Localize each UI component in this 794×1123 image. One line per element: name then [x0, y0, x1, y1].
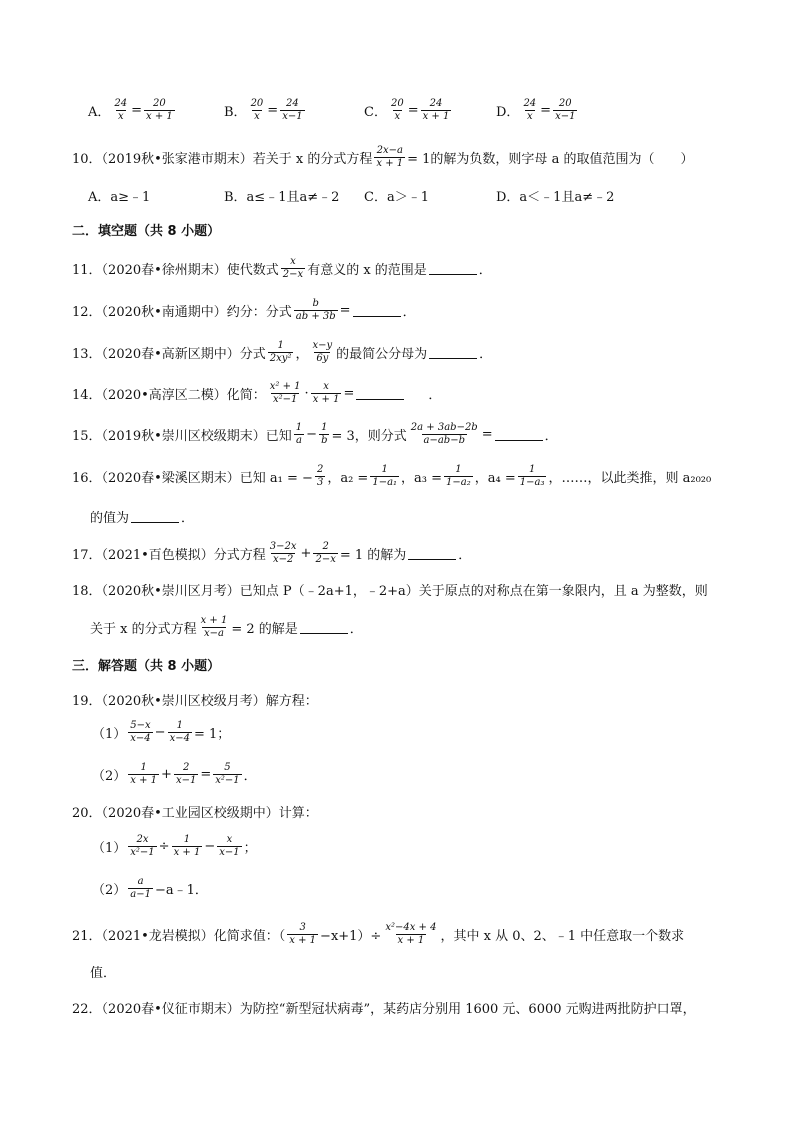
question-19-part2: （2） $\frac{1}{x + 1}$ + $\frac{2}{x-1}$ = $\frac{5}{\text{x²−1}}$ ． [92, 762, 257, 786]
q10-option-a[interactable]: A．a≥﹣1 [88, 190, 151, 205]
answer-blank[interactable] [356, 387, 404, 400]
q9-option-b[interactable]: B． $\frac{20}{x}$ = $\frac{24}{x-1}$ [224, 98, 303, 122]
q10-option-c[interactable]: C．a＞﹣1 [364, 190, 429, 205]
question-11: 11．（2020春•徐州期末）使代数式 $\frac{x}{2-x}$ 有意义的 x 的范围是 ． [72, 256, 492, 280]
question-20-part1: （1） $\frac{2x}{\text{x²−1}}$ ÷ $\frac{1}{x + 1}$ − $\frac{x}{x-1}$ ； [92, 834, 257, 858]
q9-option-a[interactable]: A． $\frac{24}{x}$ = $\frac{20}{x + 1}$ [88, 98, 173, 122]
question-17: 17．（2021•百色模拟）分式方程 $\frac{3-2x}{x-2}$ + $\frac{2}{2-x}$ = 1 的解为 ． [72, 541, 472, 565]
answer-blank[interactable] [429, 346, 477, 359]
question-13: 13．（2020春•高新区期中）分式 $\frac{1}{\text{2xy²}}$ ， $\frac{x-y}{6y}$ 的最简公分母为 ． [72, 340, 493, 364]
question-22: 22．（2020春•仪征市期末）为防控“新型冠状病毒”，某药店分别用 1600 元、6000 元购进两批防护口罩， [72, 1002, 696, 1017]
answer-blank[interactable] [131, 510, 179, 523]
answer-blank[interactable] [408, 547, 456, 560]
question-20: 20．（2020春•工业园区校级期中）计算： [72, 806, 318, 821]
answer-blank[interactable] [429, 262, 477, 275]
q10-option-d[interactable]: D．a＜﹣1且a≠﹣2 [496, 190, 615, 205]
q9-option-c[interactable]: C． $\frac{20}{x}$ = $\frac{24}{x + 1}$ [364, 98, 450, 122]
question-19: 19．（2020秋•崇川区校级月考）解方程： [72, 694, 318, 709]
answer-blank[interactable] [300, 621, 348, 634]
section-3-heading: 三．解答题（共 8 小题） [72, 659, 221, 674]
question-15: 15．（2019秋•崇川区校级期末）已知 $\frac{1}{a}$ − $\frac{1}{b}$ = 3，则分式 $\frac{2a + 3ab-2b}{a-ab-b}$ = ． [72, 422, 558, 446]
answer-blank[interactable] [495, 428, 543, 441]
question-20-part2: （2） $\frac{a}{a-1}$ −a﹣1． [92, 876, 208, 900]
question-18: 18．（2020秋•崇川区月考）已知点 P（﹣2a+1，﹣2+a）关于原点的对称点在第一象限内，且 a 为整数，则 [72, 584, 708, 599]
question-18-line2: 关于 x 的分式方程 $\frac{x + 1}{x-a}$ = 2 的解是 ． [90, 615, 363, 639]
q10-option-b[interactable]: B．a≤﹣1且a≠﹣2 [224, 190, 340, 205]
question-16-line2: 的值为 ． [90, 511, 195, 526]
question-12: 12．（2020秋•南通期中）约分：分式 $\frac{b}{ab + 3b}$ = ． [72, 298, 416, 322]
question-19-part1: （1） $\frac{5-x}{x-4}$ − $\frac{1}{x-4}$ = 1； [92, 720, 231, 744]
section-2-heading: 二．填空题（共 8 小题） [72, 224, 221, 239]
question-21: 21．（2021•龙岩模拟）化简求值：（ $\frac{3}{x + 1}$ −x+1）÷ $\frac{\text{x²−4x + 4}}{x + 1}$ ，其中 x 从 0、2、﹣1 中任意取一个数求 [72, 922, 685, 946]
question-10: 10．（2019秋•张家港市期末）若关于 x 的分式方程 $\frac{2x-a}{x + 1}$ = 1的解为负数，则字母 a 的取值范围为（ ） [72, 145, 694, 169]
question-16: 16．（2020春•梁溪区期末）已知 a₁ = − $\frac{2}{3}$ ，a₂ = $\frac{1}{\text{1−a₁}}$ ，a₃ = $\frac{1}{\text{1−a₂}}$ ，a₄ = $\frac{1}{\text{1−a₃}}$ ，……，以此类推，则 a₂₀₂₀ [72, 464, 712, 488]
q9-option-d[interactable]: D． $\frac{24}{x}$ = $\frac{20}{x-1}$ [496, 98, 576, 122]
question-14: 14．（2020•高淳区二模）化简： $\frac{\text{x² + 1}}{\text{x²−1}}$ · $\frac{x}{x + 1}$ = ． [72, 381, 442, 405]
question-21-line2: 值． [90, 966, 117, 981]
answer-blank[interactable] [353, 304, 401, 317]
